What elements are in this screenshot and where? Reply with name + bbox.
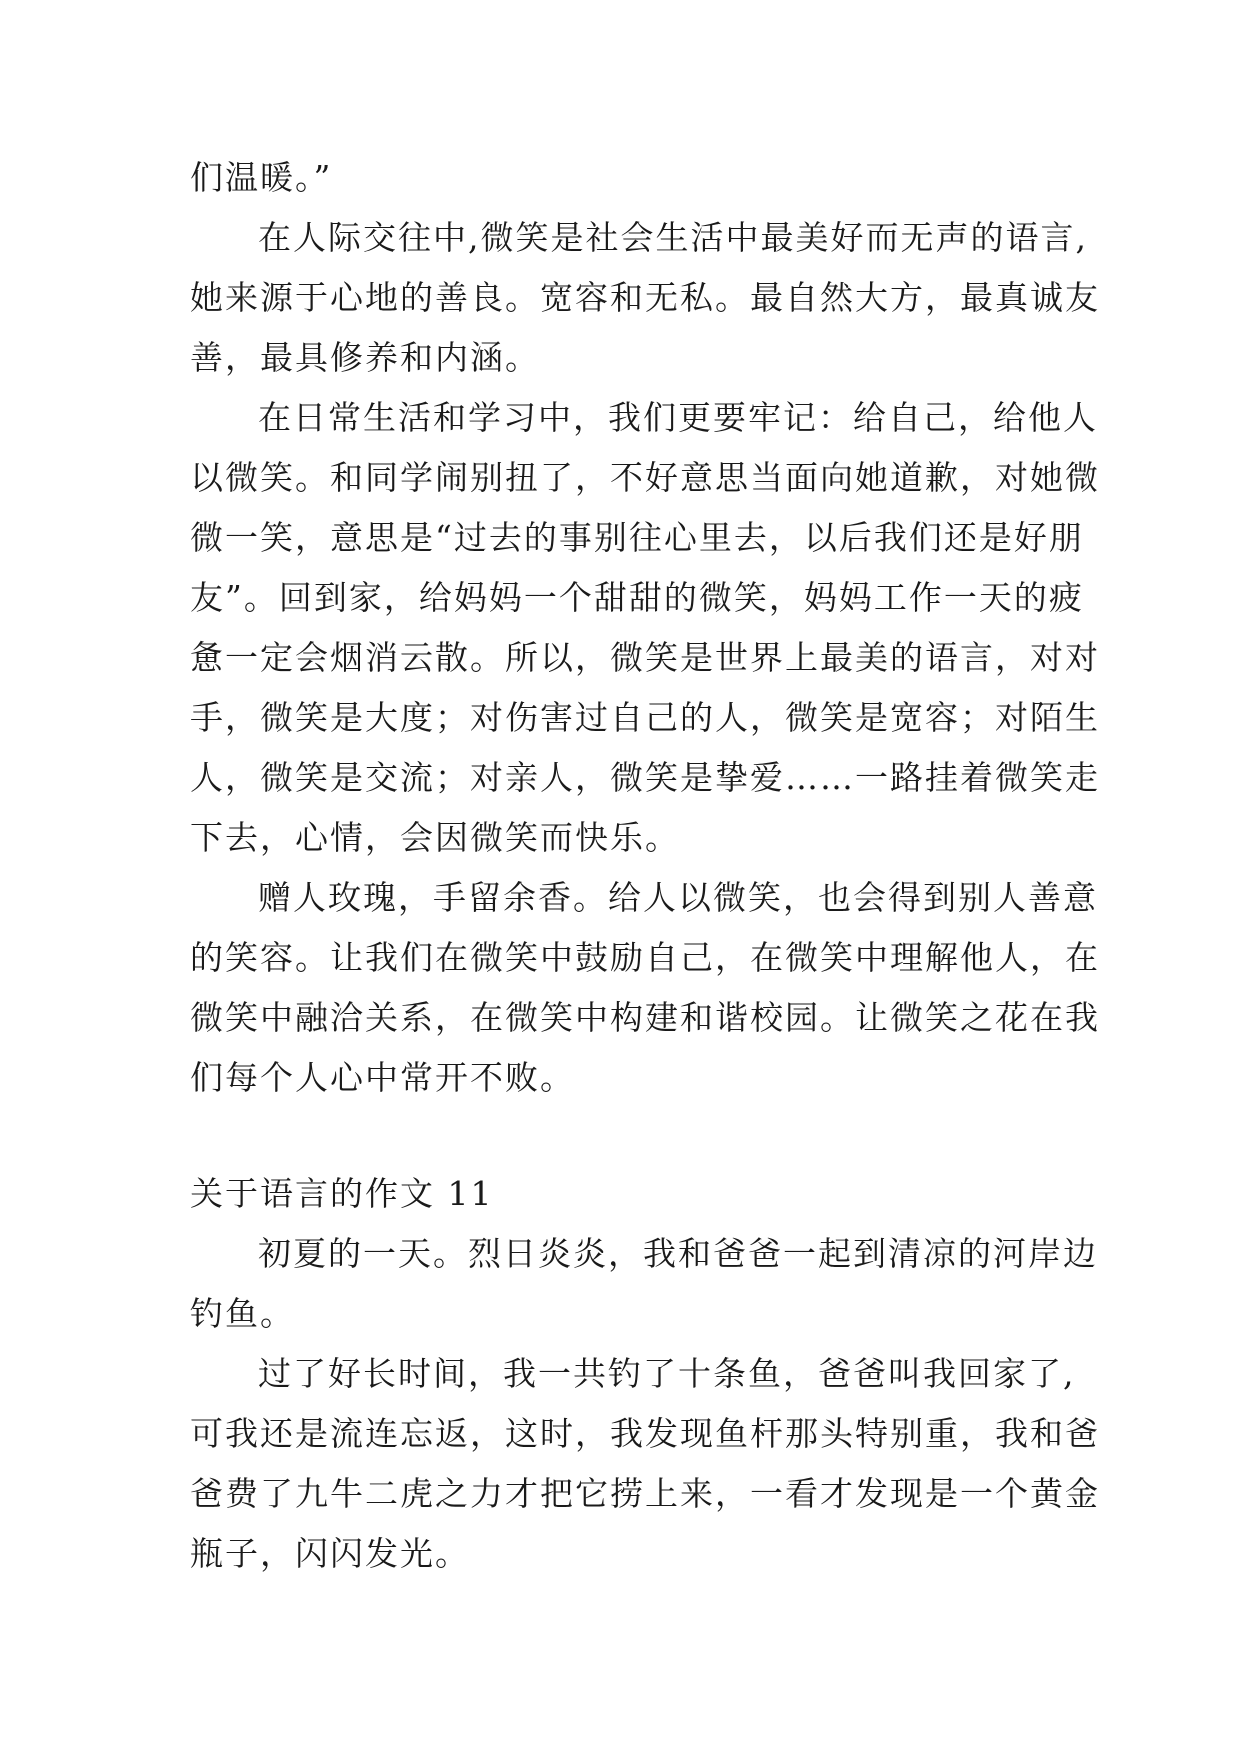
paragraph (190, 388, 1100, 868)
text-line: 人，微笑是交流；对亲人，微笑是挚爱……一路挂着微笑走 (190, 758, 1100, 797)
text-line: 爸费了九牛二虎之力才把它捞上来，一看才发现是一个黄金 (190, 1474, 1100, 1513)
paragraph (190, 1224, 1098, 1344)
text-line: 在日常生活和学习中，我们更要牢记：给自己，给他人 (258, 398, 1098, 437)
text-line: 瓶子，闪闪发光。 (190, 1534, 470, 1573)
text-line: 过了好长时间，我一共钓了十条鱼，爸爸叫我回家了, (258, 1354, 1076, 1393)
text-line: 微笑中融洽关系，在微笑中构建和谐校园。让微笑之花在我 (190, 998, 1100, 1037)
paragraph (190, 868, 1100, 1108)
text-line: 赠人玫瑰，手留余香。给人以微笑，也会得到别人善意 (258, 878, 1098, 917)
text-line: 们温暖。” (190, 158, 333, 197)
text-line: 微一笑，意思是“过去的事别往心里去，以后我们还是好朋 (190, 518, 1084, 557)
text-line: 们每个人心中常开不败。 (190, 1058, 575, 1097)
paragraph (190, 1344, 1100, 1584)
text-line: 善，最具修养和内涵。 (190, 338, 540, 377)
paragraph (190, 148, 1050, 208)
text-line: 下去，心情，会因微笑而快乐。 (190, 818, 680, 857)
text-line: 初夏的一天。烈日炎炎，我和爸爸一起到清凉的河岸边 (258, 1234, 1098, 1273)
text-line: 手，微笑是大度；对伤害过自己的人，微笑是宽容；对陌生 (190, 698, 1100, 737)
text-line: 她来源于心地的善良。宽容和无私。最自然大方，最真诚友 (190, 278, 1100, 317)
text-line: 以微笑。和同学闹别扭了，不好意思当面向她道歉，对她微 (190, 458, 1100, 497)
section-title (190, 1164, 1050, 1224)
text-line: 可我还是流连忘返，这时，我发现鱼杆那头特别重，我和爸 (190, 1414, 1100, 1453)
text-line: 的笑容。让我们在微笑中鼓励自己，在微笑中理解他人，在 (190, 938, 1100, 977)
section-spacer (190, 1108, 1050, 1164)
paragraph (190, 208, 1100, 388)
text-line: 惫一定会烟消云散。所以，微笑是世界上最美的语言，对对 (190, 638, 1100, 677)
text-line: 友”。回到家，给妈妈一个甜甜的微笑，妈妈工作一天的疲 (190, 578, 1084, 617)
text-line: 钓鱼。 (190, 1294, 295, 1333)
text-line: 在人际交往中,微笑是社会生活中最美好而无声的语言, (258, 218, 1088, 257)
document-body (190, 148, 1100, 1584)
section-title-text: 关于语言的作文 11 (190, 1174, 494, 1213)
